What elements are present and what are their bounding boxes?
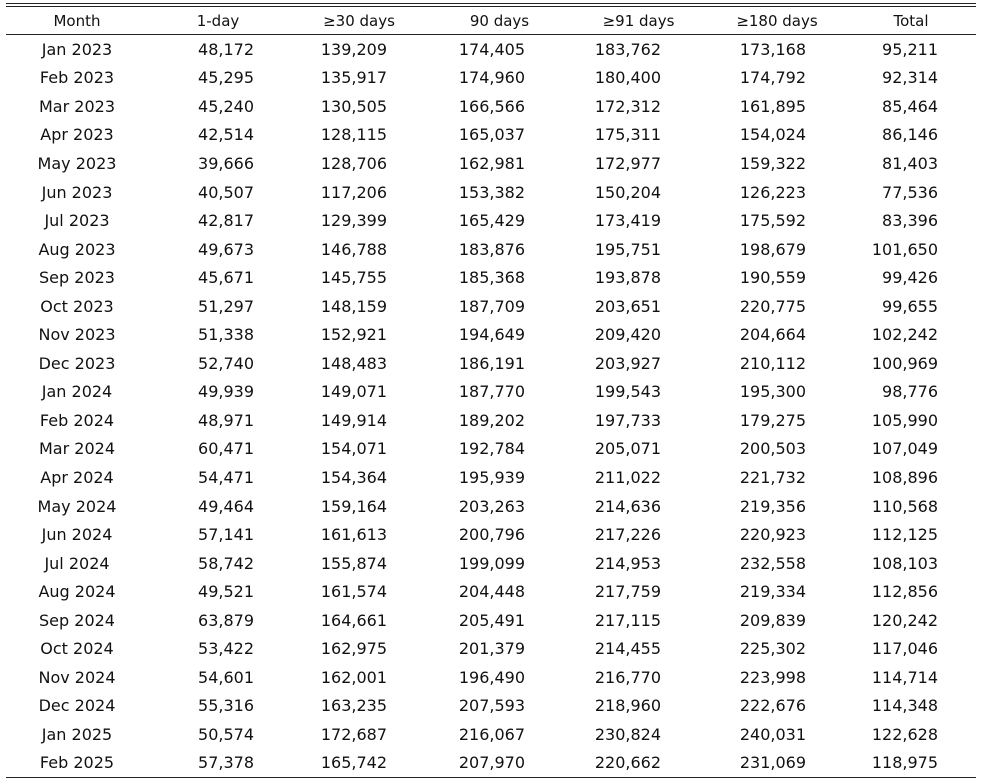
value-cell: 155,874 <box>320 553 387 573</box>
value-cell: 60,471 <box>198 439 254 459</box>
value-cell: 214,953 <box>594 553 661 573</box>
table-row <box>6 549 976 578</box>
value-cell: 204,664 <box>739 325 806 345</box>
month-cell: Oct 2024 <box>40 639 114 659</box>
value-cell: 200,503 <box>739 439 806 459</box>
month-cell: Oct 2023 <box>40 296 114 316</box>
value-cell: 164,661 <box>320 610 387 630</box>
value-cell: 152,921 <box>320 325 387 345</box>
value-cell: 149,914 <box>320 410 387 430</box>
value-cell: 166,566 <box>458 96 525 116</box>
value-cell: 183,876 <box>458 239 525 259</box>
data-table <box>6 7 976 777</box>
value-cell: 205,491 <box>458 610 525 630</box>
value-cell: 220,923 <box>739 525 806 545</box>
table-row <box>6 206 976 235</box>
value-cell: 48,971 <box>198 410 254 430</box>
value-cell: 98,776 <box>882 382 938 402</box>
value-cell: 128,706 <box>320 153 387 173</box>
value-cell: 55,316 <box>198 696 254 716</box>
value-cell: 108,896 <box>871 467 938 487</box>
value-cell: 105,990 <box>871 410 938 430</box>
month-cell: Aug 2023 <box>38 239 116 259</box>
value-cell: 207,970 <box>458 753 525 773</box>
value-cell: 42,817 <box>198 211 254 231</box>
value-cell: 230,824 <box>594 724 661 744</box>
month-cell: Jan 2025 <box>41 724 113 744</box>
column-header: 90 days <box>469 11 530 30</box>
value-cell: 209,420 <box>594 325 661 345</box>
value-cell: 128,115 <box>320 125 387 145</box>
value-cell: 107,049 <box>871 439 938 459</box>
month-cell: Mar 2023 <box>39 96 115 116</box>
month-cell: Dec 2024 <box>38 696 116 716</box>
value-cell: 102,242 <box>871 325 938 345</box>
month-cell: Nov 2023 <box>38 325 116 345</box>
table-row <box>6 520 976 549</box>
value-cell: 195,751 <box>594 239 661 259</box>
value-cell: 193,878 <box>594 268 661 288</box>
value-cell: 149,071 <box>320 382 387 402</box>
table-header <box>6 7 976 35</box>
value-cell: 49,464 <box>198 496 254 516</box>
month-cell: Apr 2024 <box>40 467 114 487</box>
value-cell: 231,069 <box>739 753 806 773</box>
month-cell: Mar 2024 <box>39 439 115 459</box>
value-cell: 180,400 <box>594 68 661 88</box>
value-cell: 172,687 <box>320 724 387 744</box>
value-cell: 120,242 <box>871 610 938 630</box>
value-cell: 57,141 <box>198 525 254 545</box>
table-row <box>6 492 976 521</box>
table-row <box>6 320 976 349</box>
table-row <box>6 378 976 407</box>
value-cell: 195,300 <box>739 382 806 402</box>
column-header: 1-day <box>196 11 240 30</box>
table-row <box>6 178 976 207</box>
value-cell: 99,426 <box>882 268 938 288</box>
table-row <box>6 406 976 435</box>
value-cell: 173,168 <box>739 39 806 59</box>
value-cell: 207,593 <box>458 696 525 716</box>
table-row <box>6 121 976 150</box>
value-cell: 163,235 <box>320 696 387 716</box>
value-cell: 205,071 <box>594 439 661 459</box>
value-cell: 45,240 <box>198 96 254 116</box>
table-row <box>6 292 976 321</box>
value-cell: 118,975 <box>871 753 938 773</box>
value-cell: 100,969 <box>871 353 938 373</box>
value-cell: 216,067 <box>458 724 525 744</box>
value-cell: 165,742 <box>320 753 387 773</box>
month-cell: Feb 2023 <box>39 68 115 88</box>
value-cell: 49,939 <box>198 382 254 402</box>
value-cell: 58,742 <box>198 553 254 573</box>
value-cell: 42,514 <box>198 125 254 145</box>
value-cell: 232,558 <box>739 553 806 573</box>
value-cell: 145,755 <box>320 268 387 288</box>
value-cell: 150,204 <box>594 182 661 202</box>
month-cell: Jun 2023 <box>41 182 113 202</box>
table-row <box>6 720 976 749</box>
value-cell: 148,483 <box>320 353 387 373</box>
value-cell: 112,856 <box>871 582 938 602</box>
value-cell: 45,671 <box>198 268 254 288</box>
value-cell: 217,226 <box>594 525 661 545</box>
month-cell: Jan 2024 <box>41 382 113 402</box>
value-cell: 110,568 <box>871 496 938 516</box>
table-row <box>6 92 976 121</box>
value-cell: 139,209 <box>320 39 387 59</box>
value-cell: 175,592 <box>739 211 806 231</box>
value-cell: 240,031 <box>739 724 806 744</box>
value-cell: 210,112 <box>739 353 806 373</box>
value-cell: 165,037 <box>458 125 525 145</box>
value-cell: 201,379 <box>458 639 525 659</box>
column-header: ≥30 days <box>323 11 395 30</box>
column-header: Month <box>53 11 101 30</box>
month-cell: Feb 2025 <box>39 753 115 773</box>
value-cell: 195,939 <box>458 467 525 487</box>
table-row <box>6 349 976 378</box>
value-cell: 51,297 <box>198 296 254 316</box>
month-cell: Sep 2023 <box>39 268 115 288</box>
value-cell: 214,455 <box>594 639 661 659</box>
value-cell: 54,471 <box>198 467 254 487</box>
header-row <box>6 7 976 35</box>
value-cell: 162,981 <box>458 153 525 173</box>
value-cell: 174,405 <box>458 39 525 59</box>
value-cell: 187,770 <box>458 382 525 402</box>
value-cell: 99,655 <box>882 296 938 316</box>
value-cell: 172,977 <box>594 153 661 173</box>
value-cell: 186,191 <box>458 353 525 373</box>
value-cell: 122,628 <box>871 724 938 744</box>
value-cell: 95,211 <box>882 39 938 59</box>
value-cell: 162,001 <box>320 667 387 687</box>
value-cell: 187,709 <box>458 296 525 316</box>
value-cell: 112,125 <box>871 525 938 545</box>
value-cell: 86,146 <box>882 125 938 145</box>
value-cell: 148,159 <box>320 296 387 316</box>
value-cell: 200,796 <box>458 525 525 545</box>
value-cell: 223,998 <box>739 667 806 687</box>
month-cell: Nov 2024 <box>38 667 116 687</box>
value-cell: 185,368 <box>458 268 525 288</box>
table-row <box>6 263 976 292</box>
value-cell: 196,490 <box>458 667 525 687</box>
value-cell: 81,403 <box>882 153 938 173</box>
table-body <box>6 35 976 777</box>
value-cell: 174,792 <box>739 68 806 88</box>
value-cell: 153,382 <box>458 182 525 202</box>
month-cell: Apr 2023 <box>40 125 114 145</box>
column-header: Total <box>893 11 929 30</box>
value-cell: 197,733 <box>594 410 661 430</box>
value-cell: 220,662 <box>594 753 661 773</box>
value-cell: 85,464 <box>882 96 938 116</box>
value-cell: 159,164 <box>320 496 387 516</box>
value-cell: 77,536 <box>882 182 938 202</box>
value-cell: 190,559 <box>739 268 806 288</box>
value-cell: 199,099 <box>458 553 525 573</box>
month-cell: May 2024 <box>37 496 117 516</box>
value-cell: 222,676 <box>739 696 806 716</box>
table-row <box>6 435 976 464</box>
table-row <box>6 692 976 721</box>
value-cell: 194,649 <box>458 325 525 345</box>
value-cell: 173,419 <box>594 211 661 231</box>
value-cell: 218,960 <box>594 696 661 716</box>
value-cell: 51,338 <box>198 325 254 345</box>
value-cell: 162,975 <box>320 639 387 659</box>
value-cell: 211,022 <box>594 467 661 487</box>
value-cell: 214,636 <box>594 496 661 516</box>
month-cell: May 2023 <box>37 153 117 173</box>
value-cell: 183,762 <box>594 39 661 59</box>
month-cell: Sep 2024 <box>39 610 115 630</box>
value-cell: 199,543 <box>594 382 661 402</box>
value-cell: 219,356 <box>739 496 806 516</box>
value-cell: 50,574 <box>198 724 254 744</box>
value-cell: 175,311 <box>594 125 661 145</box>
table-row <box>6 463 976 492</box>
value-cell: 220,775 <box>739 296 806 316</box>
value-cell: 92,314 <box>882 68 938 88</box>
value-cell: 63,879 <box>198 610 254 630</box>
data-table-container <box>6 3 976 778</box>
value-cell: 52,740 <box>198 353 254 373</box>
value-cell: 49,673 <box>198 239 254 259</box>
value-cell: 57,378 <box>198 753 254 773</box>
value-cell: 219,334 <box>739 582 806 602</box>
table-row <box>6 663 976 692</box>
value-cell: 154,364 <box>320 467 387 487</box>
value-cell: 126,223 <box>739 182 806 202</box>
value-cell: 39,666 <box>198 153 254 173</box>
value-cell: 114,348 <box>871 696 938 716</box>
value-cell: 165,429 <box>458 211 525 231</box>
value-cell: 203,651 <box>594 296 661 316</box>
column-header: ≥180 days <box>736 11 818 30</box>
value-cell: 198,679 <box>739 239 806 259</box>
table-row <box>6 64 976 93</box>
value-cell: 217,759 <box>594 582 661 602</box>
value-cell: 192,784 <box>458 439 525 459</box>
value-cell: 114,714 <box>871 667 938 687</box>
value-cell: 49,521 <box>198 582 254 602</box>
value-cell: 161,574 <box>320 582 387 602</box>
value-cell: 135,917 <box>320 68 387 88</box>
value-cell: 154,024 <box>739 125 806 145</box>
table-row <box>6 35 976 64</box>
value-cell: 225,302 <box>739 639 806 659</box>
value-cell: 209,839 <box>739 610 806 630</box>
month-cell: Jun 2024 <box>41 525 113 545</box>
value-cell: 101,650 <box>871 239 938 259</box>
value-cell: 129,399 <box>320 211 387 231</box>
value-cell: 117,046 <box>871 639 938 659</box>
table-row <box>6 634 976 663</box>
value-cell: 161,613 <box>320 525 387 545</box>
value-cell: 203,263 <box>458 496 525 516</box>
value-cell: 45,295 <box>198 68 254 88</box>
value-cell: 40,507 <box>198 182 254 202</box>
top-rule <box>6 3 976 4</box>
value-cell: 216,770 <box>594 667 661 687</box>
month-cell: Dec 2023 <box>38 353 116 373</box>
value-cell: 53,422 <box>198 639 254 659</box>
month-cell: Jan 2023 <box>41 39 113 59</box>
value-cell: 54,601 <box>198 667 254 687</box>
value-cell: 161,895 <box>739 96 806 116</box>
column-header: ≥91 days <box>602 11 675 30</box>
value-cell: 146,788 <box>320 239 387 259</box>
value-cell: 48,172 <box>198 39 254 59</box>
value-cell: 204,448 <box>458 582 525 602</box>
table-row <box>6 149 976 178</box>
month-cell: Jul 2024 <box>44 553 110 573</box>
value-cell: 108,103 <box>871 553 938 573</box>
month-cell: Jul 2023 <box>44 211 110 231</box>
value-cell: 159,322 <box>739 153 806 173</box>
value-cell: 130,505 <box>320 96 387 116</box>
value-cell: 172,312 <box>594 96 661 116</box>
value-cell: 83,396 <box>882 211 938 231</box>
value-cell: 189,202 <box>458 410 525 430</box>
table-row <box>6 235 976 264</box>
table-row <box>6 577 976 606</box>
value-cell: 221,732 <box>739 467 806 487</box>
value-cell: 179,275 <box>739 410 806 430</box>
table-row <box>6 749 976 778</box>
value-cell: 154,071 <box>320 439 387 459</box>
month-cell: Aug 2024 <box>38 582 116 602</box>
table-row <box>6 606 976 635</box>
month-cell: Feb 2024 <box>39 410 115 430</box>
value-cell: 203,927 <box>594 353 661 373</box>
value-cell: 117,206 <box>320 182 387 202</box>
value-cell: 217,115 <box>594 610 661 630</box>
value-cell: 174,960 <box>458 68 525 88</box>
